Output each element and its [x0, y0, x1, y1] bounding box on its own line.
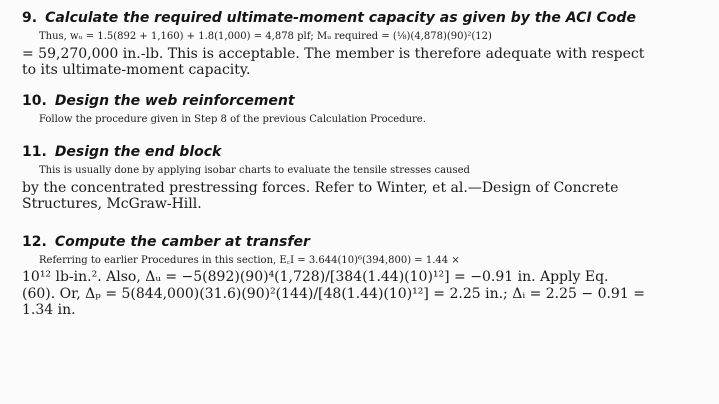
- section-9: [22, 9, 703, 79]
- body-line: 10¹² lb-in.². Also, Δᵤ = −5(892)(90)⁴(1,728)/[384(1.44)(10)¹²] = −0.91 in. Apply Eq.: [22, 269, 609, 285]
- body-line: Structures, McGraw-Hill.: [22, 196, 202, 212]
- section-body: [22, 163, 703, 213]
- section-title: Compute the camber at transfer: [54, 233, 310, 250]
- section-title: Design the web reinforcement: [54, 92, 295, 109]
- section-heading: [22, 9, 703, 27]
- section-body: [22, 253, 703, 319]
- section-number: 9.: [22, 10, 38, 26]
- section-12: [22, 233, 703, 319]
- section-10: [22, 92, 703, 129]
- body-line: This is usually done by applying isobar charts to evaluate the tensile stresses caused: [39, 165, 470, 176]
- body-line: to its ultimate-moment capacity.: [22, 62, 251, 78]
- section-11: [22, 143, 703, 213]
- body-line: Follow the procedure given in Step 8 of the previous Calculation Procedure.: [39, 113, 426, 125]
- body-line: = 59,270,000 in.-lb. This is acceptable. The member is therefore adequate with respect: [22, 45, 645, 62]
- section-number: 12.: [22, 233, 47, 250]
- body-line: 1.34 in.: [22, 302, 76, 318]
- body-line: Thus, wᵤ = 1.5(892 + 1,160) + 1.8(1,000) = 4,878 plf; Mᵤ required = (⅛)(4,878)(90)²(12): [39, 31, 492, 42]
- section-title: Design the end block: [54, 144, 222, 160]
- section-heading: [22, 233, 703, 251]
- section-number: 11.: [22, 144, 47, 160]
- body-line: Referring to earlier Procedures in this section, E꜀I = 3.644(10)⁶(394,800) = 1.44 ×: [39, 254, 460, 266]
- section-number: 10.: [22, 92, 47, 109]
- section-body: [22, 29, 703, 79]
- body-line: (60). Or, Δₚ = 5(844,000)(31.6)(90)²(144)/[48(1.44)(10)¹²] = 2.25 in.; Δᵢ = 2.25 − 0.91 =: [22, 285, 645, 302]
- section-body: [22, 112, 703, 129]
- body-line: by the concentrated prestressing forces. Refer to Winter, et al.—Design of Concrete: [22, 179, 619, 196]
- section-heading: [22, 143, 703, 161]
- section-title: Calculate the required ultimate-moment capacity as given by the ACI Code: [45, 10, 636, 26]
- section-heading: [22, 92, 703, 110]
